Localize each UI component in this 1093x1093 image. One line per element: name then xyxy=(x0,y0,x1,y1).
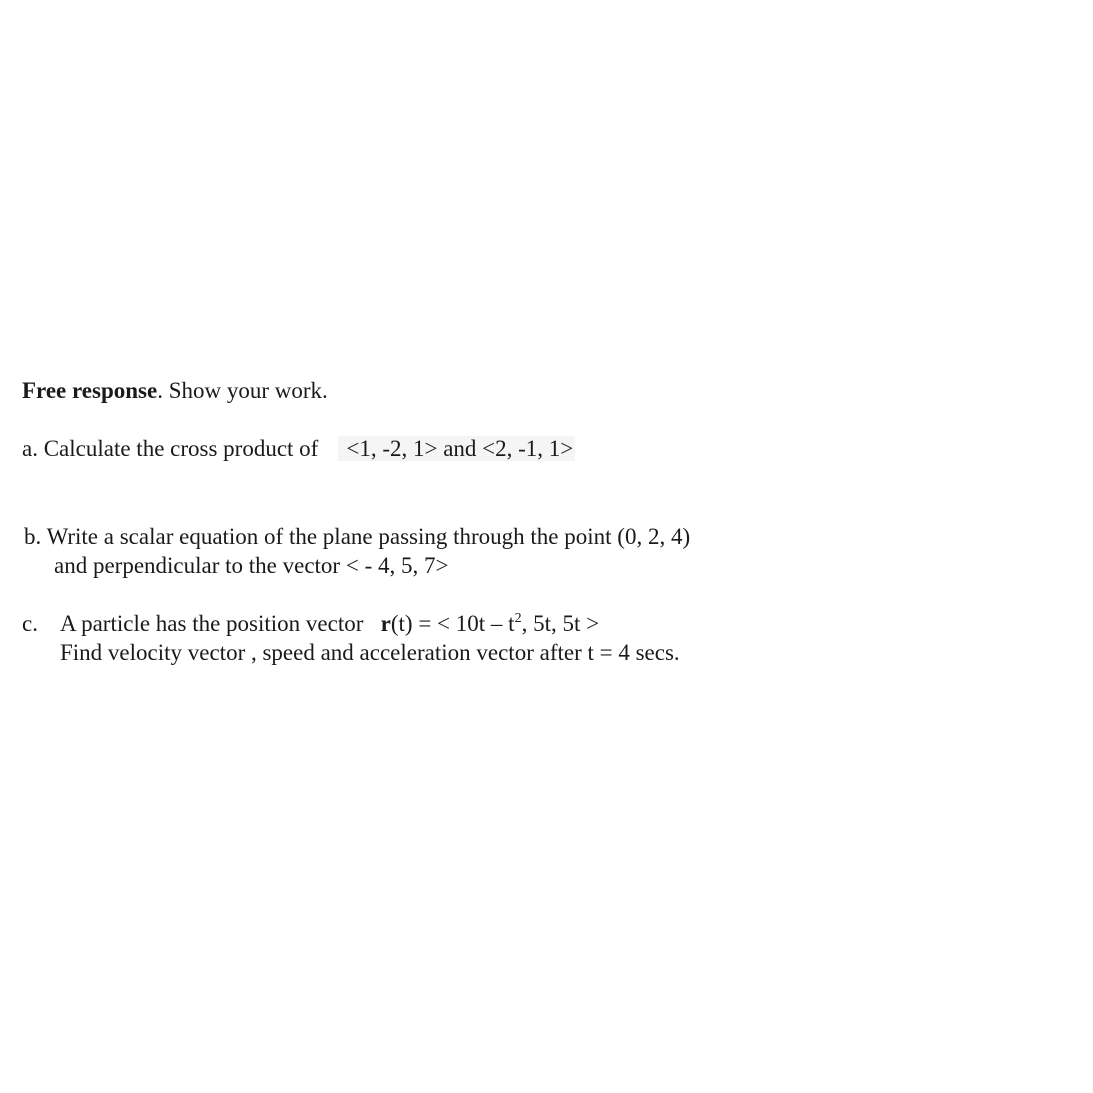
heading-bold-text: Free response xyxy=(22,378,158,403)
heading-rest-text: . Show your work. xyxy=(157,378,328,403)
section-heading xyxy=(22,377,328,405)
question-c-label: c. xyxy=(22,611,38,636)
question-a xyxy=(22,435,575,463)
question-c-line2: Find velocity vector , speed and acceleration vector after t = 4 secs. xyxy=(60,640,680,665)
question-c-equation: (t) = < 10t – t xyxy=(390,611,515,636)
question-c-components: , 5t, 5t > xyxy=(521,611,600,636)
question-b-line2: and perpendicular to the vector < - 4, 5, 7> xyxy=(54,553,449,578)
question-c-prefix: A particle has the position vector xyxy=(60,611,370,636)
question-a-text: a. Calculate the cross product of xyxy=(22,436,319,461)
question-b-line1: b. Write a scalar equation of the plane passing through the point (0, 2, 4) xyxy=(24,524,691,549)
position-vector-symbol: r xyxy=(380,611,391,636)
question-a-vectors: <1, -2, 1> and <2, -1, 1> xyxy=(338,436,575,461)
question-c-line1 xyxy=(22,610,599,638)
exponent: 2 xyxy=(514,611,522,626)
